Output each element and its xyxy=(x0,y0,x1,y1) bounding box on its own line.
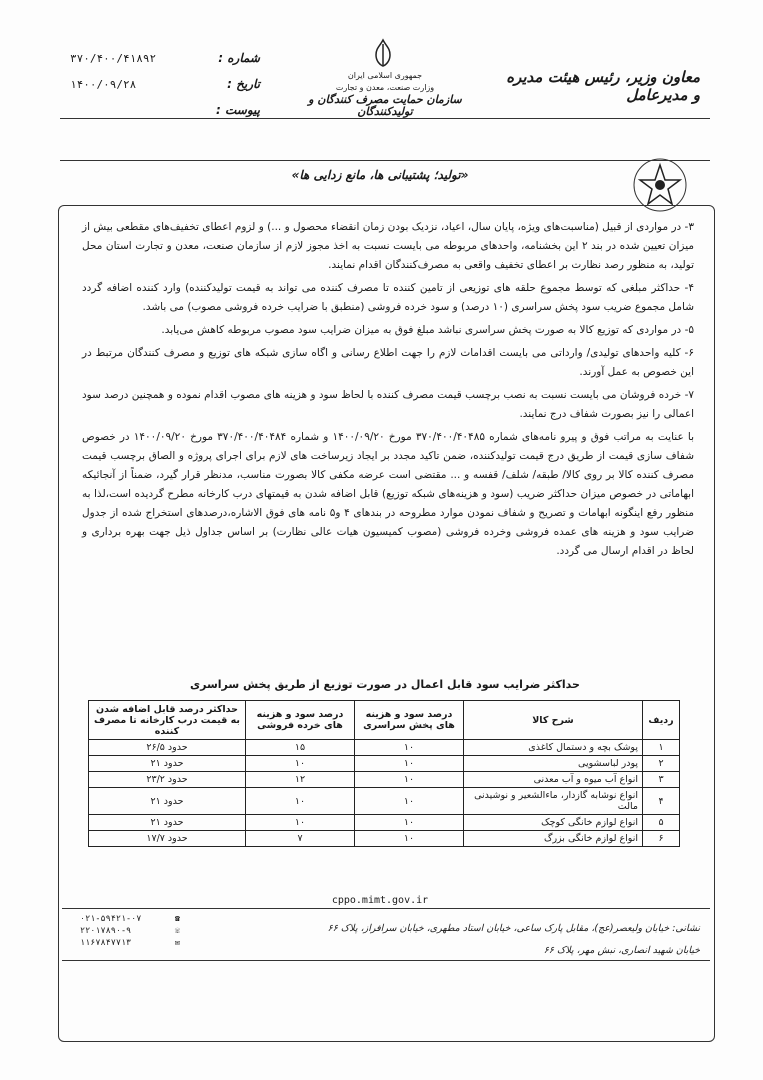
number-label: شماره : xyxy=(218,51,260,65)
paragraph-5: ۵- در مواردی که توزیع کالا به صورت پخش سراسری نباشد مبلغ فوق به میزان ضرایب سود مصوب مربوطه کاهش می‌یابد. xyxy=(161,324,694,336)
cell-row-number: ۶ xyxy=(643,831,680,847)
address-line-1: نشانی: خیابان ولیعصر(عج)، مقابل پارک ساعی، خیابان استاد مطهری، خیابان سرافراز، پلاک ۶۶ xyxy=(327,923,700,934)
mail-icon: ✉ xyxy=(174,938,180,948)
cell-max: حدود ۲۱ xyxy=(89,815,246,831)
recipient-title: معاون وزیر، رئیس هیئت مدیره و مدیرعامل xyxy=(506,68,700,104)
header-description: شرح کالا xyxy=(464,701,643,740)
cell-retail: ۱۵ xyxy=(246,740,355,756)
footer-address xyxy=(230,918,700,962)
table-row xyxy=(89,815,680,831)
cell-description: پودر لباسشویی xyxy=(464,756,643,772)
cell-wholesale: ۱۰ xyxy=(355,831,464,847)
cell-description: انواع لوازم خانگی بزرگ xyxy=(464,831,643,847)
phone-number-2: ۲۲۰۱۷۸۹۰-۹ xyxy=(80,926,132,936)
date-label: تاریخ : xyxy=(227,77,260,91)
organization-block xyxy=(300,70,470,118)
header-retail: درصد سود و هزینه های خرده فروشی xyxy=(246,701,355,740)
cell-row-number: ۱ xyxy=(643,740,680,756)
organization-name: سازمان حمایت مصرف کنندگان و تولیدکنندگان xyxy=(308,93,462,118)
number-value: ۳۷۰/۴۰۰/۴۱۸۹۲ xyxy=(70,51,157,65)
cell-description: پوشک بچه و دستمال کاغذی xyxy=(464,740,643,756)
fax-icon: ☏ xyxy=(174,926,180,936)
profit-table xyxy=(88,700,680,847)
header-divider-2 xyxy=(60,160,710,161)
table-row xyxy=(89,740,680,756)
cell-row-number: ۵ xyxy=(643,815,680,831)
postal-code: ۱۱۶۷۸۴۷۷۱۳ xyxy=(80,938,132,948)
table-row xyxy=(89,831,680,847)
cell-wholesale: ۱۰ xyxy=(355,772,464,788)
cell-row-number: ۲ xyxy=(643,756,680,772)
paragraph-8: با عنایت به مراتب فوق و پیرو نامه‌های شماره ۳۷۰/۴۰۰/۴۰۴۸۵ مورخ ۱۴۰۰/۰۹/۲۰ و شماره ۳۷۰/۴۰۰/۴۰۴۸۴ مورخ ۱۴۰۰/۰۹/۲۰ در خصوص شفاف سازی قیمت از طریق درج قیمت تولیدکننده، ضمن تاکید مجدد بر ایجاد زیرساخت های لازم برای اجرای پروژه و الصاق برچسب قیمت مصرف کننده کالا بر روی کالا/ طبقه/ شلف/ قفسه و ... مقتضی است عرضه مکفی کالا بصورت مناسب، مدنظر قرار گیرد، ضمناً از آنجائیکه ابهاماتی در خصوص میزان حداکثر ضریب (سود و هزینه‌های شبکه توزیع) قابل اضافه شدن به قیمتهای درب کارخانه مطرح گردیده است،لذا به منظور رفع اینگونه ابهامات و تصریح و شفاف نمودن موارد مطروحه در بندهای ۴ و۵ نامه های فوق الاشاره،درصدهای استخراج شده از جدول ضرایب سود و هزینه های عمده فروشی وخرده فروشی (مصوب کمیسیون هیات عالی نظارت) بر اساس جداول ذیل جهت بهره برداری و لحاظ در اقدام ارسال می گردد. xyxy=(82,431,695,557)
cell-wholesale: ۱۰ xyxy=(355,740,464,756)
cell-retail: ۱۲ xyxy=(246,772,355,788)
paragraph-4: ۴- حداکثر مبلغی که توسط مجموع حلقه های توزیعی از تامین کننده تا مصرف کننده می تواند به قیمت تولیدکننده) وارد کننده اضافه گردد شامل مجموع ضریب سود پخش سراسری (۱۰ درصد) و سود خرده فروشی (منطبق با ضرایب خرده فروشی مصوب) می باشد. xyxy=(82,282,694,313)
cell-max: حدود ۲۳/۲ xyxy=(89,772,246,788)
address-line-2: خیابان شهید انصاری، نبش مهر، پلاک ۶۶ xyxy=(543,945,700,956)
cell-retail: ۱۰ xyxy=(246,756,355,772)
cell-retail: ۱۰ xyxy=(246,788,355,815)
letter-meta xyxy=(70,45,260,123)
footer-divider-2 xyxy=(62,960,710,961)
cell-wholesale: ۱۰ xyxy=(355,788,464,815)
paragraph-7: ۷- خرده فروشان می بایست نسبت به نصب برچسب قیمت مصرف کننده با لحاظ سود و هزینه های مصوب اقدام نموده و همچنین درصد سود اعمالی را نیز بصورت شفاف درج نمایند. xyxy=(82,389,694,420)
cell-description: انواع آب میوه و آب معدنی xyxy=(464,772,643,788)
paragraph-3: ۳- در مواردی از قبیل (مناسبت‌های ویژه، پایان سال، اعیاد، نزدیک بودن زمان انقضاء محصول و ...) و لزوم اعطای تخفیف‌های مقطعی بیش از میزان تعیین شده در بند ۲ این بخشنامه، واحدهای مربوطه می بایست نسبت به اخذ مجوز لازم از سازمان صنعت، معدن و تجارت استان محل تولید، به منظور رصد نظارت بر اعطای تخفیف واقعی به مصرف‌کنندگان اقدام نمایند. xyxy=(82,221,694,271)
phone-icon: ☎ xyxy=(174,914,180,924)
footer-phones xyxy=(80,913,180,949)
country-name: جمهوری اسلامی ایران xyxy=(347,71,423,80)
table-row xyxy=(89,772,680,788)
cell-max: حدود ۲۶/۵ xyxy=(89,740,246,756)
header-wholesale: درصد سود و هزینه های پخش سراسری xyxy=(355,701,464,740)
cell-retail: ۷ xyxy=(246,831,355,847)
footer-divider xyxy=(62,908,710,909)
year-slogan: «تولید؛ پشتیبانی ها، مانع زدایی ها» xyxy=(291,168,469,182)
cell-description: انواع لوازم خانگی کوچک xyxy=(464,815,643,831)
header-max: حداکثر درصد قابل اضافه شدن به قیمت درب کارخانه تا مصرف کننده xyxy=(89,701,246,740)
paragraph-6: ۶- کلیه واحدهای تولیدی/ وارداتی می بایست اقدامات لازم را جهت اطلاع رسانی و اگاه سازی شبکه های توزیع و مصرف کنندگان مرتبط در این خصوص به عمل آورند. xyxy=(82,347,694,378)
cell-max: حدود ۲۱ xyxy=(89,788,246,815)
header-row-number: ردیف xyxy=(643,701,680,740)
table-caption: حداکثر ضرایب سود قابل اعمال در صورت توزیع از طریق پخش سراسری xyxy=(190,678,580,691)
attachment-label: پیوست : xyxy=(216,103,260,117)
phone-number-1: ۰۲۱-۵۹۴۲۱-۰۷ xyxy=(80,914,142,924)
date-value: ۱۴۰۰/۰۹/۲۸ xyxy=(70,77,137,91)
letter-body xyxy=(82,218,694,565)
cell-description: انواع نوشابه گازدار، ماءالشعیر و نوشیدنی مالت xyxy=(464,788,643,815)
cell-retail: ۱۰ xyxy=(246,815,355,831)
website-link[interactable]: cppo.mimt.gov.ir xyxy=(331,895,429,906)
header-divider xyxy=(60,118,710,119)
table-row xyxy=(89,756,680,772)
cell-row-number: ۳ xyxy=(643,772,680,788)
ministry-name: وزارت صنعت، معدن و تجارت xyxy=(335,83,435,92)
cell-row-number: ۴ xyxy=(643,788,680,815)
table-row xyxy=(89,788,680,815)
iran-emblem-icon xyxy=(370,38,396,68)
cell-max: حدود ۱۷/۷ xyxy=(89,831,246,847)
cell-wholesale: ۱۰ xyxy=(355,756,464,772)
cell-wholesale: ۱۰ xyxy=(355,815,464,831)
cell-max: حدود ۲۱ xyxy=(89,756,246,772)
